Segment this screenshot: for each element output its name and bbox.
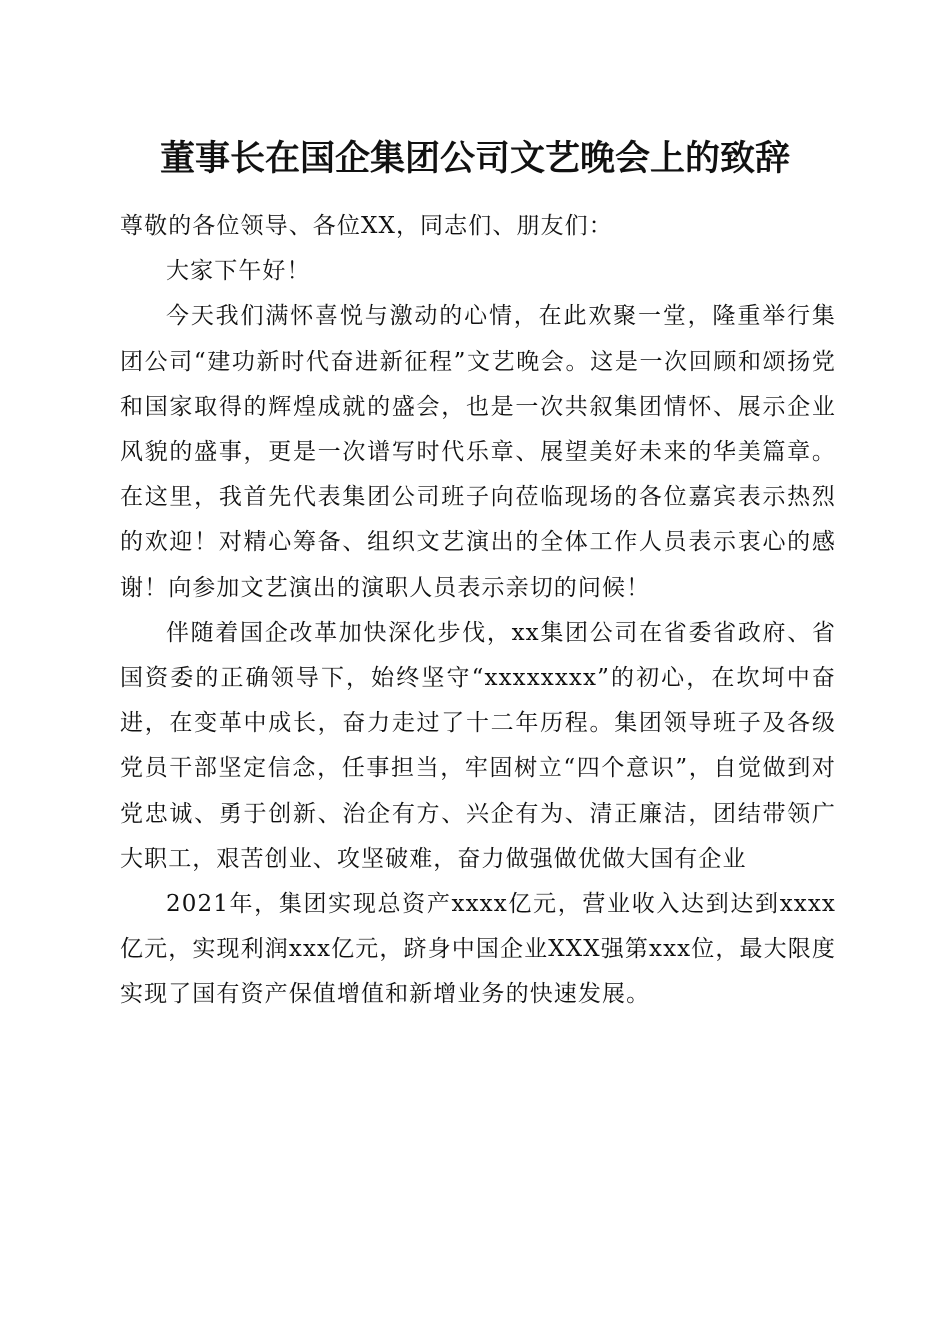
paragraph-history: 伴随着国企改革加快深化步伐，xx集团公司在省委省政府、省国资委的正确领导下，始终坚守“xxxxxxxx”的初心，在坎坷中奋进，在变革中成长，奋力走过了十二年历程。集团领导班子及各级党员干部坚定信念，任事担当，牢固树立“四个意识”，自觉做到对党忠诚、勇于创新、治企有方、兴企有为、清正廉洁，团结带领广大职工，艰苦创业、攻坚破难，奋力做强做优做大国有企业 xyxy=(120,619,836,872)
document-title: 董事长在国企集团公司文艺晚会上的致辞 xyxy=(159,138,790,179)
salutation: 尊敬的各位领导、各位XX，同志们、朋友们： xyxy=(120,213,613,239)
paragraph-achievements: 2021年，集团实现总资产xxxx亿元，营业收入达到达到xxxx亿元，实现利润xxx亿元，跻身中国企业XXX强第xxx位，最大限度实现了国有资产保值增值和新增业务的快速发展。 xyxy=(120,891,836,1008)
paragraph-greeting: 大家下午好！ xyxy=(166,258,311,285)
paragraph-opening: 今天我们满怀喜悦与激动的心情，在此欢聚一堂，隆重举行集团公司“建功新时代奋进新征程”文艺晚会。这是一次回顾和颂扬党和国家取得的辉煌成就的盛会，也是一次共叙集团情怀、展示企业风貌的盛事，更是一次谱写时代乐章、展望美好未来的华美篇章。在这里，我首先代表集团公司班子向莅临现场的各位嘉宾表示热烈的欢迎！对精心筹备、组织文艺演出的全体工作人员表示衷心的感谢！向参加文艺演出的演职人员表示亲切的问候！ xyxy=(120,303,836,601)
document-body xyxy=(120,204,836,1018)
